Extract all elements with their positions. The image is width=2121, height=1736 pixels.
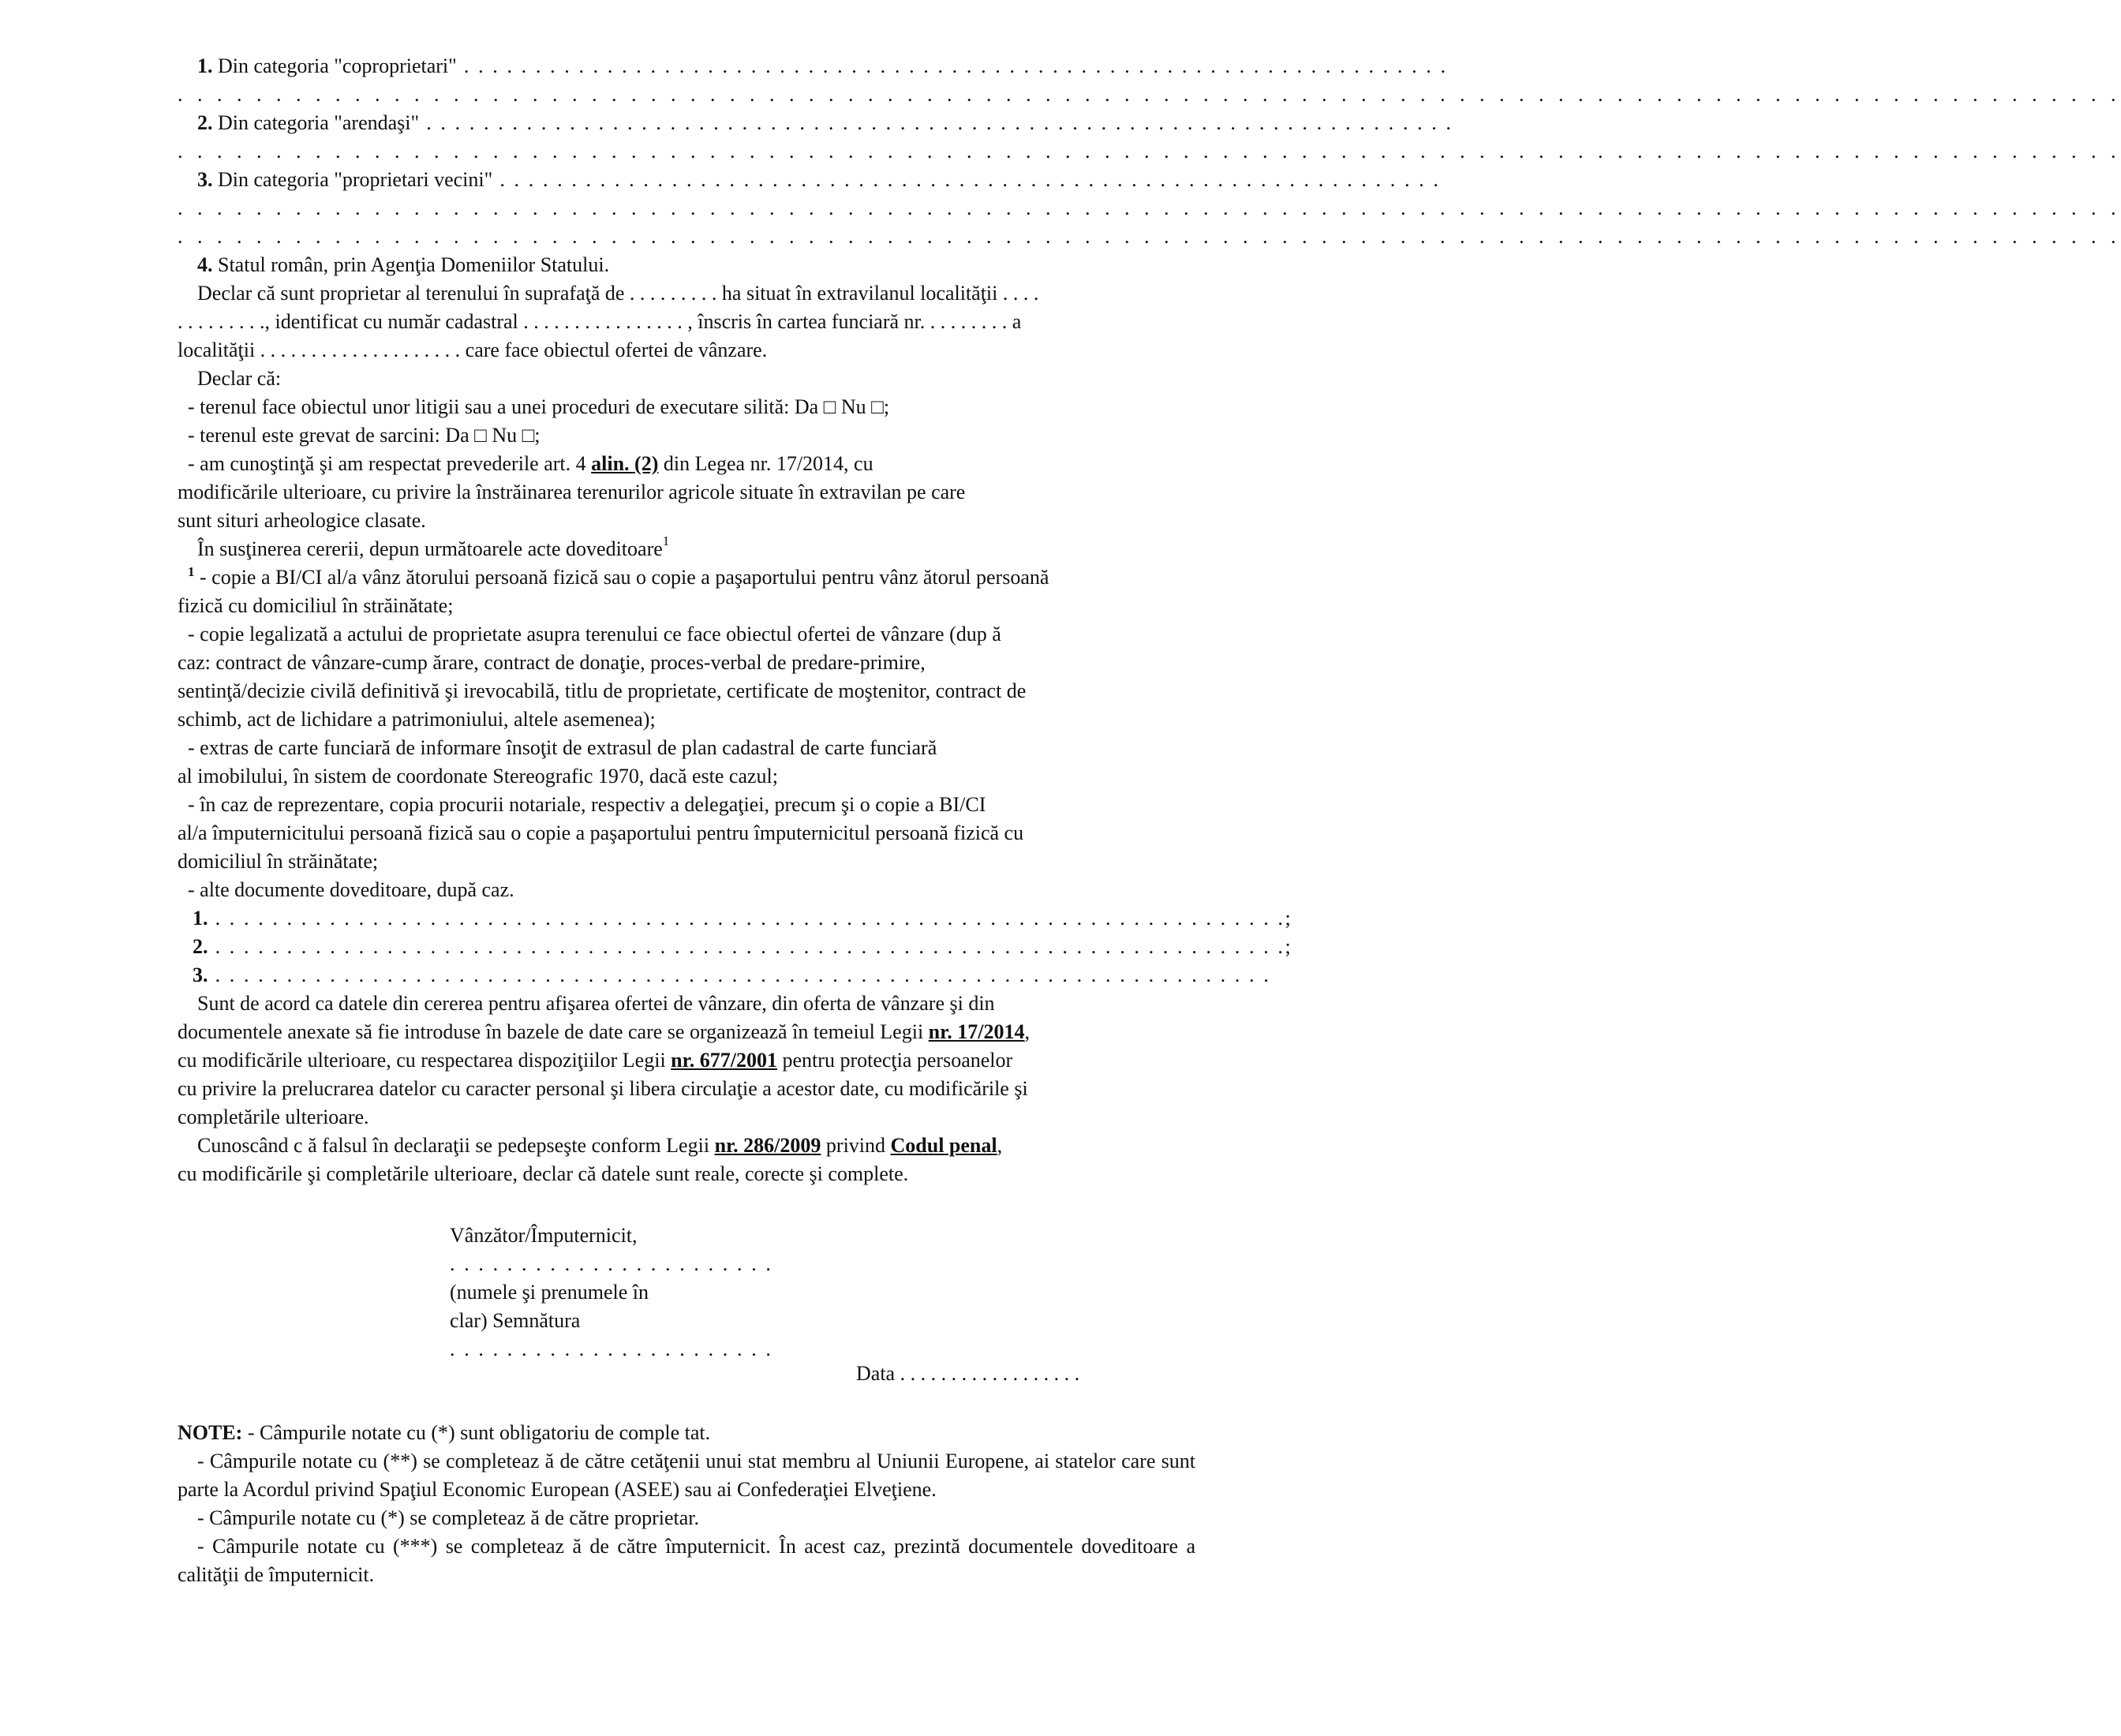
category-statul-roman [178,251,1219,279]
doc-land-registry-line-1: - extras de carte funciară de informare însoţit de extrasul de plan cadastral de carte funciară [188,736,937,759]
consent-line-5: completările ulterioare. [178,1106,369,1128]
dotted-fill[interactable]: . . . . . . . . . . . . . . . . . . . . . . . . . . . . . . . . . . . . . . . . . . . . . . . . . . . . . . . . . . . . . . . . . . . . . . . . . . .; [208,935,1293,958]
supporting-docs-text: În susţinerea cererii, depun următoarele acte doveditoare [197,537,663,560]
signature-title: Vânzător/Împuternicit, [450,1224,638,1247]
other-doc-row-1 [178,904,1293,933]
dotted-line[interactable]: . . . . . . . . . . . . . . . . . . . . . . . . . . . . . . . . . . . . . . . . . . . . . . . . . . . . . . . . . . . . . . . . . . . . . . . . . . . . . . . . . . . . . . . . . . . . . . . . . . . [178,196,2121,219]
bullet-text: din Legea nr. 17/2014, cu [658,452,873,475]
footnote-marker: 1 [662,533,670,548]
category-number: 1. [197,54,213,77]
category-number: 4. [197,253,213,276]
doc-representation-line-1: - în caz de reprezentare, copia procurii notariale, respectiv a delegaţiei, precum şi o copie a BI/CI [188,793,986,816]
bullet-art4-line-1 [178,450,1219,478]
dotted-line[interactable]: . . . . . . . . . . . . . . . . . . . . . . . . . . . . . . . . . . . . . . . . . . . . . . . . . . . . . . . . . . . . . . . . . . . . . . . . . . . . . . . . . . . . . . . . . . . . . . . . . . . [178,83,2121,106]
consent-line-4: cu privire la prelucrarea datelor cu caracter personal şi libera circulaţie a acestor date, cu modificările şi [178,1077,1028,1100]
doc-representation-line-2: al/a împuternicitului persoană fizică sau o copie a paşaportului pentru împuternicitul persoană fizică cu [178,821,1024,844]
note-text: - Câmpurile notate cu (*) sunt obligatoriu de comple tat. [242,1421,711,1444]
bullet-sarcini: - terenul este grevat de sarcini: Da □ Nu □; [188,424,541,447]
signature-block [450,1222,773,1364]
law-link-17-2014[interactable]: nr. 17/2014 [928,1020,1025,1043]
other-doc-number: 2. [193,935,208,958]
notes-label: NOTE: [178,1421,243,1444]
doc-property-act-line-4: schimb, act de lichidare a patrimoniului, altele asemenea); [178,708,656,731]
doc-property-act-line-3: sentinţă/decizie civilă definitivă şi irevocabilă, titlu de proprietate, certificate de moştenitor, contract de [178,679,1027,702]
doc-id-copy-line-1 [178,563,1219,592]
consent-text: pentru protecţia persoanelor [777,1049,1013,1072]
note-2: - Câmpurile notate cu (**) se completeaz ă de către cetăţenii unui stat membru al Uniunii Europene, ai statelor care sunt parte la Acordul privind Spaţiul Economic European (ASEE) sau ai Confederaţiei Elveţiene. [178,1450,1195,1501]
other-doc-row-3 [178,961,1271,990]
dotted-fill[interactable]: . . . . . . . . . . . . . . . . . . . . . . . . . . . . . . . . . . . . . . . . . . . . . . . . . . . . . . . . . . . . . . . . . . [492,168,1441,191]
doc-property-act-line-2: caz: contract de vânzare-cump ărare, contract de donaţie, proces-verbal de predare-primire, [178,651,926,674]
false-decl-text: Cunoscând c ă falsul în declaraţii se pedepseşte conform Legii [197,1134,715,1157]
other-doc-number: 1. [193,907,208,930]
category-arendasi [178,109,1453,137]
signature-caption-line-2: clar) Semnătura [450,1309,581,1332]
other-doc-row-2 [178,933,1293,961]
footnote-marker: 1 [188,564,195,579]
note-3: - Câmpurile notate cu (*) se completeaz ă de către proprietar. [197,1506,699,1529]
supporting-docs-intro [178,535,1219,563]
category-number: 2. [197,111,213,134]
doc-property-act-line-1: - copie legalizată a actului de proprietate asupra terenului ce face obiectul ofertei de vânzare (dup ă [188,623,1001,645]
date-field[interactable]: Data . . . . . . . . . . . . . . . . . . [856,1362,1080,1385]
law-link-677-2001[interactable]: nr. 677/2001 [671,1049,778,1072]
dotted-line[interactable]: . . . . . . . . . . . . . . . . . . . . . . . . . . . . . . . . . . . . . . . . . . . . . . . . . . . . . . . . . . . . . . . . . . . . . . . . . . . . . . . . . . . . . . . . . . . . . . . . . . . [178,225,2121,248]
bullet-text: - am cunoştinţă şi am respectat prevederile art. 4 [188,452,592,475]
false-declaration-line-2: cu modificările şi completările ulterioare, declar că datele sunt reale, corecte şi complete. [178,1162,909,1185]
consent-line-1: Sunt de acord ca datele din cererea pentru afişarea ofertei de vânzare, din oferta de vânzare şi din [197,992,995,1015]
dotted-fill[interactable]: . . . . . . . . . . . . . . . . . . . . . . . . . . . . . . . . . . . . . . . . . . . . . . . . . . . . . . . . . . . . . . . . . . . . . [456,54,1448,77]
category-coproprietari [178,52,1448,80]
bullet-litigii: - terenul face obiectul unor litigii sau a unei proceduri de executare silită: Da □ Nu □; [188,395,890,418]
false-declaration-line-1 [178,1132,1219,1160]
consent-text: documentele anexate să fie introduse în bazele de date care se organizează în temeiul Legii [178,1020,929,1043]
category-number: 3. [197,168,213,191]
doc-id-copy-line-2: fizică cu domiciliul în străinătate; [178,594,454,617]
note-4: - Câmpurile notate cu (***) se completeaz ă de către împuternicit. În acest caz, prezintă documentele doveditoare a calităţii de împuternicit. [178,1535,1195,1586]
category-label: Din categoria "coproprietari" [218,54,457,77]
signature-name-field[interactable]: . . . . . . . . . . . . . . . . . . . . . . . [450,1252,773,1275]
bullet-art4-line-3: sunt situri arheologice clasate. [178,509,426,532]
dotted-fill[interactable]: . . . . . . . . . . . . . . . . . . . . . . . . . . . . . . . . . . . . . . . . . . . . . . . . . . . . . . . . . . . . . . . . . . . . . . . . . . [208,963,1271,986]
declaration-land-line-1: Declar că sunt proprietar al terenului în suprafaţă de . . . . . . . . . ha situat în extravilanul localităţii . . . . [197,282,1039,305]
signature-caption-line-1: (numele şi prenumele în [450,1281,649,1304]
doc-text: - copie a BI/CI al/a vânz ătorului persoană fizică sau o copie a paşaportului pentru vânz ătorul persoană [194,566,1049,589]
law-link-286-2009[interactable]: nr. 286/2009 [714,1134,821,1157]
doc-representation-line-3: domiciliul în străinătate; [178,850,379,873]
notes-section [178,1419,1195,1589]
law-link-codul-penal[interactable]: Codul penal [890,1134,997,1157]
dotted-fill[interactable]: . . . . . . . . . . . . . . . . . . . . . . . . . . . . . . . . . . . . . . . . . . . . . . . . . . . . . . . . . . . . . . . . . . . . . . . . [419,111,1453,134]
declar-ca-heading: Declar că: [197,367,282,390]
consent-line-3 [178,1046,1219,1075]
false-decl-text: privind [821,1134,891,1157]
declaration-land-line-2: . . . . . . . . ., identificat cu număr cadastral . . . . . . . . . . . . . . . . , înscris în cartea funciară nr. . . . . . . . . a [178,310,1022,333]
category-proprietari-vecini [178,166,1441,194]
law-link-alin-2[interactable]: alin. (2) [591,452,659,475]
category-label: Statul român, prin Agenţia Domeniilor Statului. [218,253,610,276]
doc-land-registry-line-2: al imobilului, în sistem de coordonate Stereografic 1970, dacă este cazul; [178,765,778,788]
note-1 [178,1419,1195,1447]
document-body [178,52,2121,1188]
dotted-line[interactable]: . . . . . . . . . . . . . . . . . . . . . . . . . . . . . . . . . . . . . . . . . . . . . . . . . . . . . . . . . . . . . . . . . . . . . . . . . . . . . . . . . . . . . . . . . . . . . . . . . . . [178,140,2121,163]
consent-line-2 [178,1018,1219,1046]
signature-field[interactable]: . . . . . . . . . . . . . . . . . . . . . . . [450,1338,773,1360]
dotted-fill[interactable]: . . . . . . . . . . . . . . . . . . . . . . . . . . . . . . . . . . . . . . . . . . . . . . . . . . . . . . . . . . . . . . . . . . . . . . . . . . .; [208,907,1293,930]
bullet-art4-line-2: modificările ulterioare, cu privire la înstrăinarea terenurilor agricole situate în extravilan pe care [178,481,966,503]
declaration-land-line-3: localităţii . . . . . . . . . . . . . . . . . . . . care face obiectul ofertei de vânzare. [178,339,768,361]
consent-text: , [1024,1020,1031,1043]
consent-text: cu modificările ulterioare, cu respectarea dispoziţiilor Legii [178,1049,671,1072]
category-label: Din categoria "arendaşi" [218,111,420,134]
category-label: Din categoria "proprietari vecini" [218,168,493,191]
false-decl-text: , [997,1134,1003,1157]
other-doc-number: 3. [193,963,208,986]
doc-other: - alte documente doveditoare, după caz. [188,878,514,901]
